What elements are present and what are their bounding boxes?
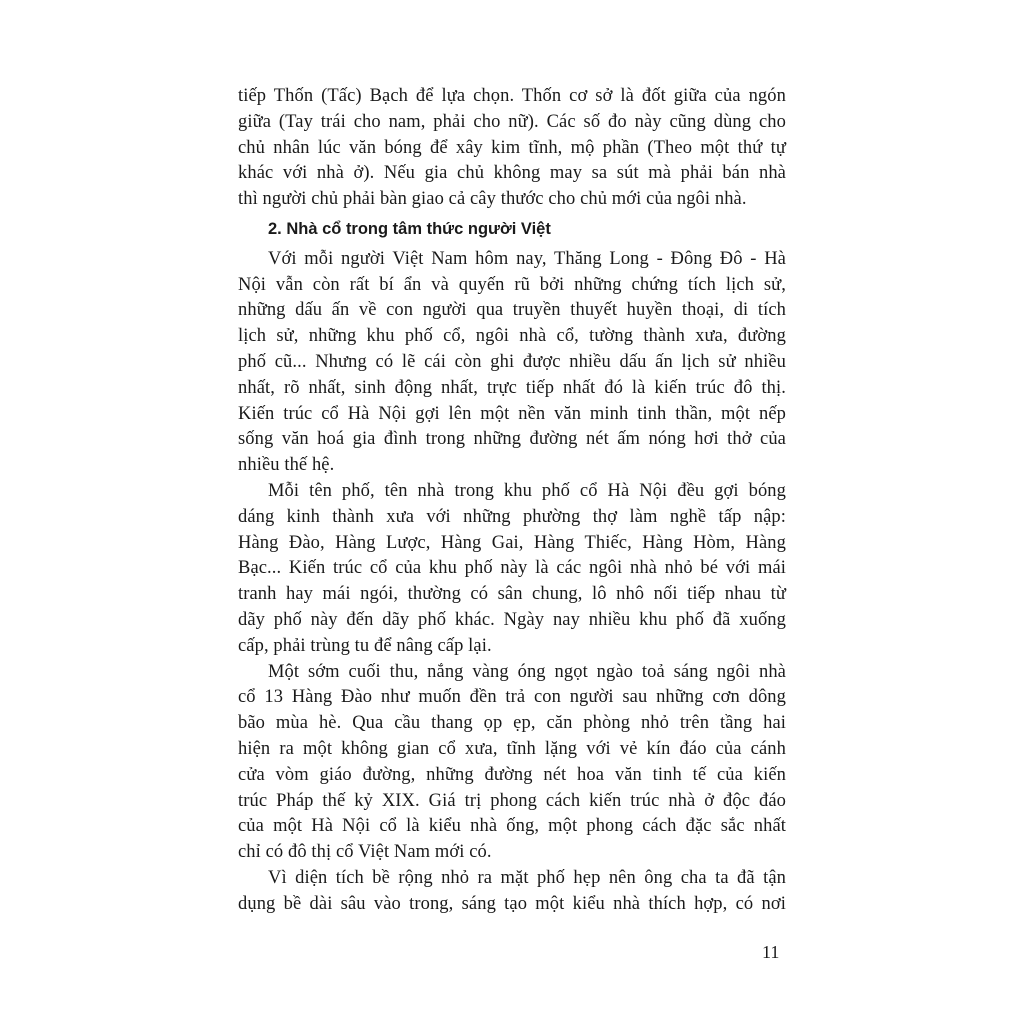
- text-line: hiện ra một không gian cổ xưa, tĩnh lặng với vẻ kín đáo của cánh: [238, 738, 786, 759]
- book-page: [238, 84, 786, 918]
- text-line: bão mùa hè. Qua cầu thang ọp ẹp, căn phòng nhỏ trên tầng hai: [238, 713, 786, 734]
- text-line: giữa (Tay trái cho nam, phải cho nữ). Các số đo này cũng dùng cho: [238, 111, 786, 132]
- text-line: Bạc... Kiến trúc cổ của khu phố này là các ngôi nhà nhỏ bé với mái: [238, 558, 786, 579]
- text-line: lịch sử, những khu phố cổ, ngôi nhà cổ, tường thành xưa, đường: [238, 326, 786, 347]
- text-line: những dấu ấn về con người qua truyền thuyết huyền thoại, di tích: [238, 300, 786, 321]
- text-line: tiếp Thốn (Tấc) Bạch để lựa chọn. Thốn cơ sở là đốt giữa của ngón: [238, 86, 786, 106]
- text-line: Một sớm cuối thu, nắng vàng óng ngọt ngào toả sáng ngôi nhà: [268, 661, 786, 682]
- text-line: trúc Pháp thế kỷ XIX. Giá trị phong cách kiến trúc nhà ở độc đáo: [238, 790, 786, 811]
- paragraph-4: [238, 866, 786, 918]
- text-line: tranh hay mái ngói, thường có sân chung, lô nhô nối tiếp nhau từ: [238, 584, 786, 605]
- text-line: Hàng Đào, Hàng Lược, Hàng Gai, Hàng Thiếc, Hàng Hòm, Hàng: [238, 532, 786, 553]
- page-number: 11: [762, 942, 780, 962]
- text-line: Kiến trúc cổ Hà Nội gợi lên một nền văn minh tinh thần, một nếp: [238, 403, 786, 424]
- text-line: khác với nhà ở). Nếu gia chủ không may sa sút mà phải bán nhà: [238, 163, 786, 184]
- text-line: nhiều thế hệ.: [238, 455, 335, 476]
- paragraph-1: [238, 247, 786, 479]
- text-line: cấp, phải trùng tu để nâng cấp lại.: [238, 635, 492, 656]
- text-line: nhất, rõ nhất, sinh động nhất, trực tiếp nhất đó là kiến trúc đô thị.: [238, 377, 786, 398]
- paragraph-3: [238, 660, 786, 866]
- text-line: cổ 13 Hàng Đào như muốn đền trả con người sau những cơn dông: [238, 687, 786, 708]
- text-line: dụng bề dài sâu vào trong, sáng tạo một kiểu nhà thích hợp, có nơi: [238, 893, 786, 914]
- text-line: dãy phố này đến dãy phố khác. Ngày nay nhiều khu phố đã xuống: [238, 609, 786, 630]
- text-line: dáng kinh thành xưa với những phường thợ làm nghề tấp nập:: [238, 506, 786, 527]
- text-line: cửa vòm giáo đường, những đường nét hoa văn tinh tế của kiến: [238, 764, 786, 785]
- text-line: thì người chủ phải bàn giao cả cây thước cho chủ mới của ngôi nhà.: [238, 189, 747, 210]
- text-line: Với mỗi người Việt Nam hôm nay, Thăng Long - Đông Đô - Hà: [268, 248, 786, 269]
- text-line: chủ nhân lúc văn bóng để xây kim tĩnh, mộ phần (Theo một thứ tự: [238, 137, 786, 158]
- text-line: Mỗi tên phố, tên nhà trong khu phố cổ Hà Nội đều gợi bóng: [268, 480, 786, 501]
- text-line: của một Hà Nội cổ là kiểu nhà ống, một phong cách đặc sắc nhất: [238, 816, 786, 837]
- text-line: Nội vẫn còn rất bí ẩn và quyến rũ bởi những chứng tích lịch sử,: [238, 274, 786, 295]
- paragraph-2: [238, 479, 786, 660]
- text-line: sống văn hoá gia đình trong những đường nét ấm nóng hơi thở của: [238, 429, 786, 450]
- section-heading: 2. Nhà cổ trong tâm thức người Việt: [268, 219, 551, 238]
- text-line: phố cũ... Nhưng có lẽ cái còn ghi được nhiều dấu ấn lịch sử nhiều: [238, 351, 786, 372]
- text-line: Vì diện tích bề rộng nhỏ ra mặt phố hẹp nên ông cha ta đã tận: [268, 867, 786, 888]
- text-line: chỉ có đô thị cổ Việt Nam mới có.: [238, 842, 492, 863]
- intro-paragraph: [238, 84, 786, 213]
